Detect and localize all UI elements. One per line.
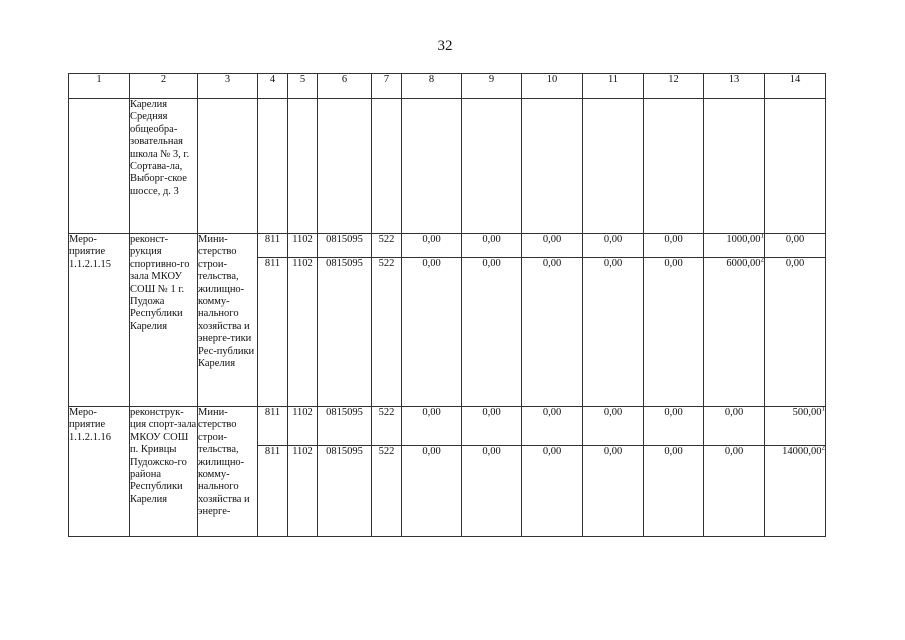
empty-cell [318, 99, 372, 234]
amount-cell [704, 258, 765, 407]
header-cell: 5 [288, 74, 318, 99]
empty-cell [258, 99, 288, 234]
header-row [69, 74, 826, 99]
amount-value: 500,00 [792, 407, 822, 418]
amount-cell: 0,00 [522, 234, 583, 258]
amount-value: 14000,00 [782, 446, 822, 457]
amount-cell: 0,00 [644, 234, 704, 258]
row-event-cell: Меро-приятие 1.1.2.1.15 [69, 234, 130, 407]
footnote-mark: 1 [821, 406, 825, 413]
code-cell: 522 [372, 234, 402, 258]
code-cell: 0815095 [318, 407, 372, 446]
code-cell: 1102 [288, 234, 318, 258]
amount-cell: 0,00 [402, 407, 462, 446]
amount-cell [765, 234, 826, 258]
row-event-cell [69, 99, 130, 234]
header-cell: 2 [130, 74, 198, 99]
row-executor-cell: Мини-стерство строи-тельства, жилищно-комму-нального хозяйства и энерге-тики Рес-публики Карелия [198, 234, 258, 407]
amount-cell: 0,00 [522, 446, 583, 537]
amount-cell: 0,00 [583, 234, 644, 258]
header-cell: 12 [644, 74, 704, 99]
empty-cell [372, 99, 402, 234]
amount-cell [765, 258, 826, 407]
amount-cell [765, 407, 826, 446]
header-cell: 14 [765, 74, 826, 99]
header-cell: 9 [462, 74, 522, 99]
amount-cell: 0,00 [402, 446, 462, 537]
amount-cell: 0,00 [402, 234, 462, 258]
amount-cell: 0,00 [583, 446, 644, 537]
footnote-mark: 2 [821, 445, 825, 452]
amount-cell: 0,00 [522, 258, 583, 407]
code-cell: 1102 [288, 446, 318, 537]
header-cell: 6 [318, 74, 372, 99]
amount-cell: 0,00 [462, 407, 522, 446]
header-cell: 4 [258, 74, 288, 99]
header-cell: 3 [198, 74, 258, 99]
code-cell: 811 [258, 407, 288, 446]
row-executor-cell: Мини-стерство строи-тельства, жилищно-комму-нального хозяйства и энерге- [198, 407, 258, 537]
amount-cell: 0,00 [462, 446, 522, 537]
table-row [69, 234, 826, 258]
amount-cell: 0,00 [644, 446, 704, 537]
header-cell: 11 [583, 74, 644, 99]
amount-cell: 0,00 [462, 234, 522, 258]
amount-value: 0,00 [785, 258, 805, 269]
amount-cell [704, 446, 765, 537]
row-object-cell: Карелия Средняя общеобра-зовательная школа № 3, г. Сортава-ла, Выборг-ское шоссе, д. 3 [130, 99, 198, 234]
header-cell: 10 [522, 74, 583, 99]
empty-cell [462, 99, 522, 234]
page-number: 32 [437, 38, 453, 54]
code-cell: 522 [372, 407, 402, 446]
code-cell: 1102 [288, 407, 318, 446]
budget-table [68, 73, 826, 537]
code-cell: 0815095 [318, 446, 372, 537]
footnote-mark: 1 [760, 233, 764, 240]
table-row [69, 407, 826, 446]
amount-cell [704, 234, 765, 258]
header-cell: 8 [402, 74, 462, 99]
header-cell: 13 [704, 74, 765, 99]
amount-cell: 0,00 [583, 258, 644, 407]
amount-cell [765, 446, 826, 537]
header-cell: 7 [372, 74, 402, 99]
table-row [69, 99, 826, 234]
code-cell: 1102 [288, 258, 318, 407]
code-cell: 811 [258, 234, 288, 258]
amount-cell: 0,00 [462, 258, 522, 407]
row-object-cell: реконструк-ция спорт-зала МКОУ СОШ п. Кривцы Пудожско-го района Республики Карелия [130, 407, 198, 537]
empty-cell [583, 99, 644, 234]
header-cell: 1 [69, 74, 130, 99]
code-cell: 0815095 [318, 258, 372, 407]
code-cell: 811 [258, 258, 288, 407]
empty-cell [704, 99, 765, 234]
code-cell: 522 [372, 258, 402, 407]
amount-value: 6000,00 [726, 258, 761, 269]
amount-value: 0,00 [724, 446, 744, 457]
footnote-mark: 2 [760, 257, 764, 264]
amount-cell [704, 407, 765, 446]
code-cell: 811 [258, 446, 288, 537]
empty-cell [765, 99, 826, 234]
row-object-cell: реконст-рукция спортивно-го зала МКОУ СОШ № 1 г. Пудожа Республики Карелия [130, 234, 198, 407]
empty-cell [644, 99, 704, 234]
amount-cell: 0,00 [402, 258, 462, 407]
code-cell: 0815095 [318, 234, 372, 258]
empty-cell [402, 99, 462, 234]
row-event-cell: Меро-приятие 1.1.2.1.16 [69, 407, 130, 537]
amount-value: 1000,00 [726, 234, 761, 245]
code-cell: 522 [372, 446, 402, 537]
amount-cell: 0,00 [522, 407, 583, 446]
empty-cell [288, 99, 318, 234]
amount-cell: 0,00 [644, 258, 704, 407]
amount-value: 0,00 [785, 234, 805, 245]
empty-cell [522, 99, 583, 234]
row-executor-cell [198, 99, 258, 234]
amount-value: 0,00 [724, 407, 744, 418]
amount-cell: 0,00 [583, 407, 644, 446]
amount-cell: 0,00 [644, 407, 704, 446]
